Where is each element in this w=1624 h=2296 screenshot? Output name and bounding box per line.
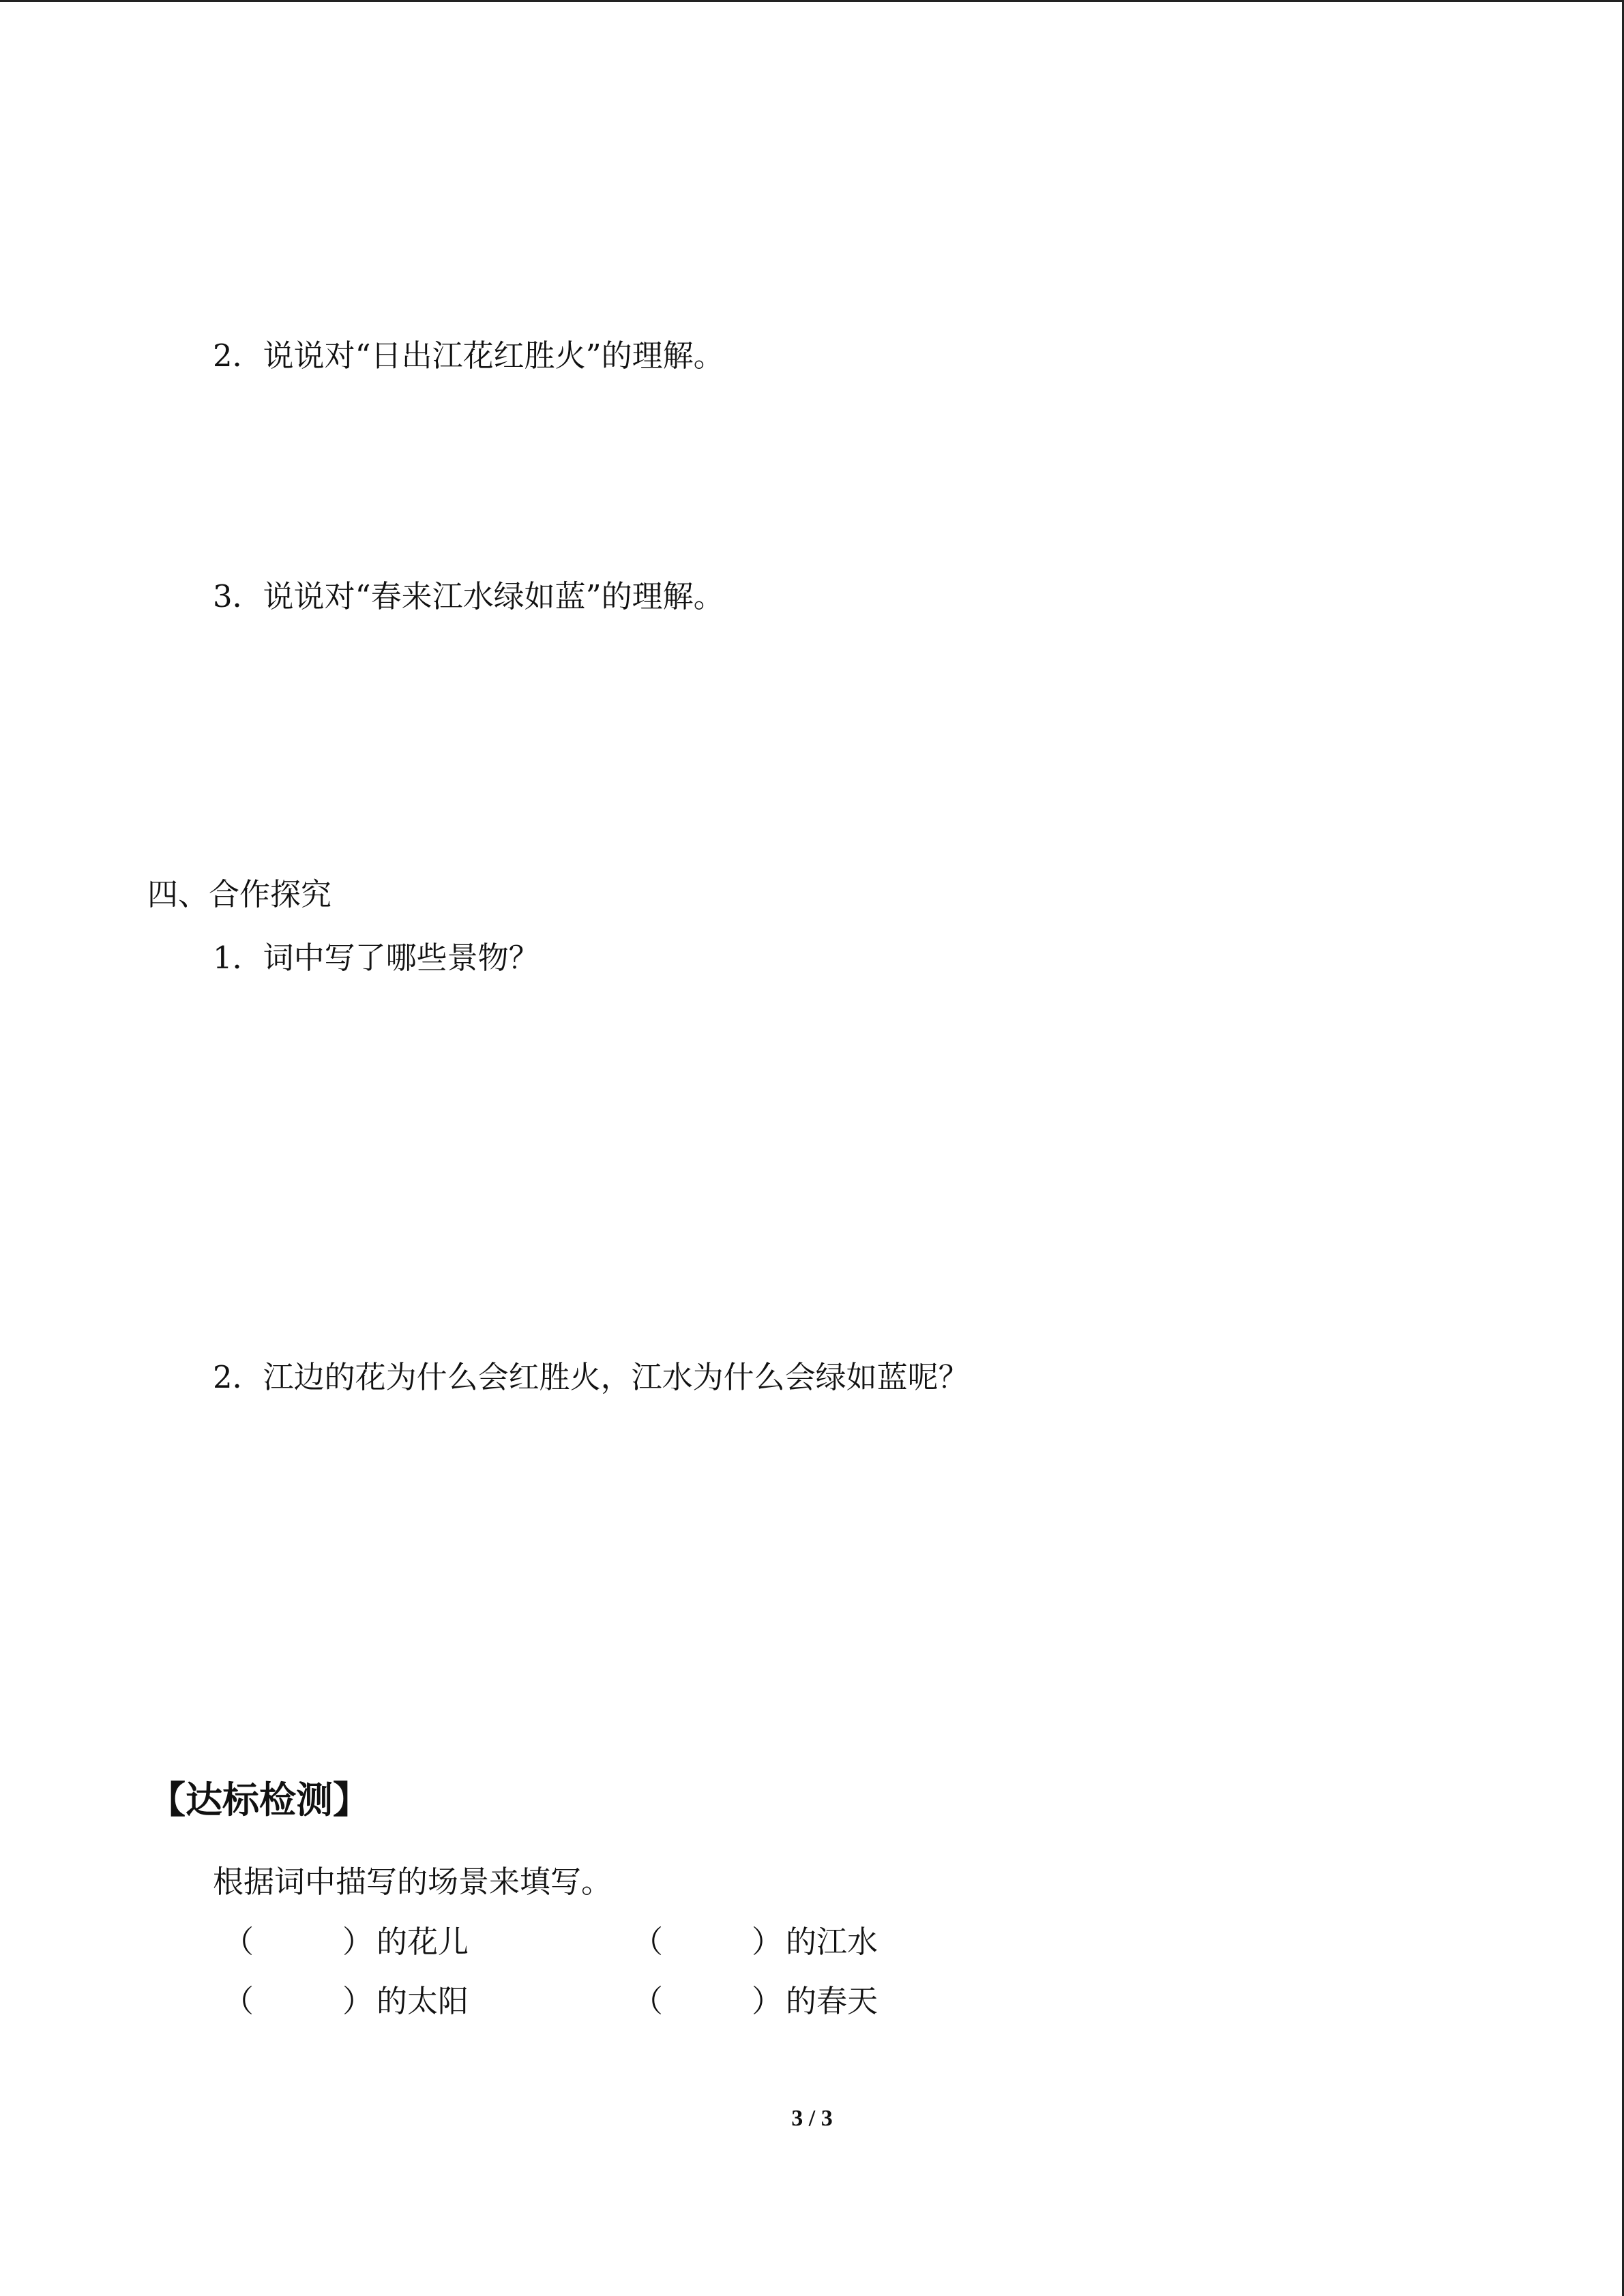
assessment-instruction: 根据词中描写的场景来填写。	[213, 1864, 612, 1900]
section-title: 四、合作探究	[147, 876, 332, 912]
fill-label: 的江水	[786, 1924, 879, 1960]
page-border-top	[0, 0, 1624, 2]
assessment-heading: 【达标检测】	[149, 1778, 370, 1821]
open-paren: （	[223, 1983, 254, 2019]
fill-label: 的太阳	[377, 1983, 469, 2019]
section-item-1: 1．词中写了哪些景物？	[213, 940, 540, 976]
open-paren: （	[632, 1983, 664, 2019]
page-number: 3 / 3	[791, 2106, 833, 2131]
close-paren: ）	[752, 1924, 783, 1960]
question-item-3: 3．说说对“春来江水绿如蓝”的理解。	[213, 578, 724, 614]
fill-row-2	[223, 1981, 1178, 2022]
fill-row-1	[223, 1922, 1178, 1963]
close-paren: ）	[342, 1983, 374, 2019]
open-paren: （	[632, 1924, 664, 1960]
fill-blank-sun	[223, 1981, 469, 2186]
section-item-2: 2．江边的花为什么会红胜火，江水为什么会绿如蓝呢？	[213, 1359, 969, 1395]
fill-label: 的春天	[786, 1983, 879, 2019]
fill-label: 的花儿	[377, 1924, 469, 1960]
close-paren: ）	[752, 1983, 783, 2019]
question-item-2: 2．说说对“日出江花红胜火”的理解。	[213, 338, 724, 374]
close-paren: ）	[342, 1924, 374, 1960]
open-paren: （	[223, 1924, 254, 1960]
